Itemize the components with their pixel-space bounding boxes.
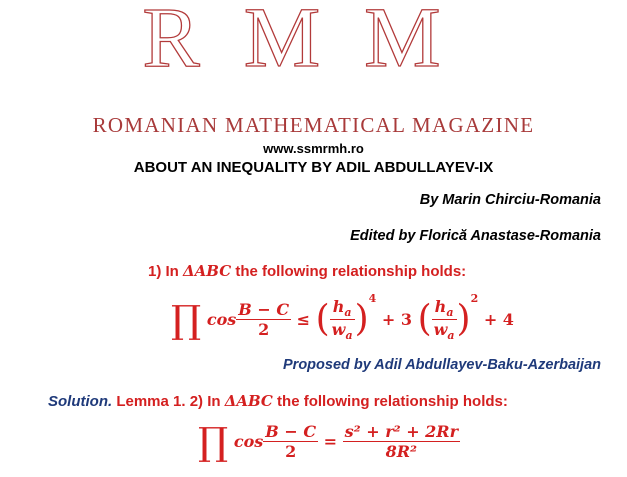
cos-fraction: $\frac{B - C}{2}$ — [265, 422, 317, 461]
solution-label: Solution. — [48, 393, 113, 410]
inequality-formula: ∏ cos $\frac{B - C}{2}$ ≤ ( $\frac{h_a}{w_a}$ )$^4$ + 3 ( $\frac{h_a}{w_a}$ )$^2$ + 4 — [171, 292, 514, 342]
rmm-logo: RMM — [142, 0, 485, 85]
magazine-name: ROMANIAN MATHEMATICAL MAGAZINE — [92, 113, 535, 137]
rhs-fraction: $\frac{\text{s² + r² + 2Rr}}{\text{8R²}}$ — [344, 422, 459, 461]
cos-fraction: $\frac{B - C}{2}$ — [238, 300, 290, 339]
triangle-label: ΔABC — [224, 392, 273, 410]
proposer-line: Proposed by Adil Abdullayev-Baku-Azerbaijan — [283, 357, 601, 373]
product-symbol: ∏ — [198, 419, 229, 464]
article-title: ABOUT AN INEQUALITY BY ADIL ABDULLAYEV-IX — [133, 159, 494, 176]
lemma-formula: ∏ cos $\frac{B - C}{2}$ = $\frac{\text{s² + r² + 2Rr}}{\text{8R²}}$ — [198, 419, 459, 464]
website-url[interactable]: www.ssmrmh.ro — [263, 141, 364, 156]
solution-line: Solution. Lemma 1. 2) In ΔABC the following relationship holds: — [48, 392, 508, 410]
problem-statement: 1) In ΔABC the following relationship holds: — [148, 262, 467, 280]
ha-over-wa-fraction-1: $\frac{h_a}{w_a}$ — [331, 297, 353, 342]
product-symbol: ∏ — [171, 297, 202, 342]
ha-over-wa-fraction-2: $\frac{h_a}{w_a}$ — [433, 297, 455, 342]
author-line: By Marin Chirciu-Romania — [419, 192, 601, 208]
triangle-label: ΔABC — [183, 262, 232, 280]
editor-line: Edited by Florică Anastase-Romania — [350, 228, 601, 244]
